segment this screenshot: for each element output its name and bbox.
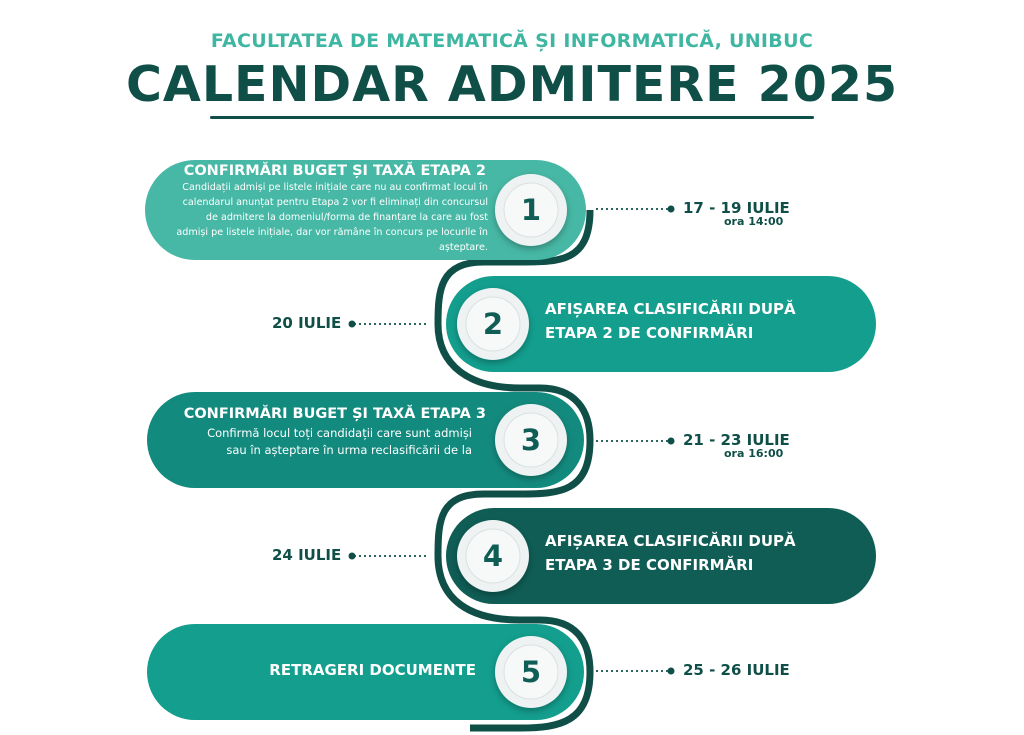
step-3-date: 21 - 23 IULIE xyxy=(683,431,790,449)
step-3-content xyxy=(150,405,488,459)
step-1-description xyxy=(150,180,488,255)
step-4-line: ETAPA 3 DE CONFIRMĂRI xyxy=(545,556,754,574)
step-1-date: 17 - 19 IULIE xyxy=(683,199,790,217)
step-2-date: 20 IULIE xyxy=(272,314,342,332)
step-2-content xyxy=(545,297,845,345)
faculty-subtitle: FACULTATEA DE MATEMATICĂ ȘI INFORMATICĂ, UNIBUC xyxy=(210,30,814,52)
step-5-leader-dot xyxy=(668,668,675,675)
step-3-title: CONFIRMĂRI BUGET ȘI TAXĂ ETAPA 3 xyxy=(183,406,486,422)
step-2-line: AFIȘAREA CLASIFICĂRII DUPĂ xyxy=(545,300,796,318)
step-1-desc-line: admiși pe listele inițiale, dar vor rămâne în concurs pe locurile în xyxy=(176,227,488,238)
step-1-desc-line: așteptare. xyxy=(439,242,488,253)
step-2-number: 2 xyxy=(482,307,504,341)
step-4-number: 4 xyxy=(482,539,504,573)
step-2-leader-dot xyxy=(349,321,356,328)
step-5-number: 5 xyxy=(520,655,542,689)
step-3-leader-dot xyxy=(668,438,675,445)
step-5-title: RETRAGERI DOCUMENTE xyxy=(269,661,476,679)
step-3-number: 3 xyxy=(520,423,542,457)
step-4-line: AFIȘAREA CLASIFICĂRII DUPĂ xyxy=(545,532,796,550)
page-title: CALENDAR ADMITERE 2025 xyxy=(125,56,899,113)
step-5-date: 25 - 26 IULIE xyxy=(683,661,790,679)
step-1-number: 1 xyxy=(520,193,542,227)
step-1-content xyxy=(150,162,488,255)
step-2-line: ETAPA 2 DE CONFIRMĂRI xyxy=(545,324,754,342)
step-4-content xyxy=(545,529,845,577)
step-3-desc-line: sau în așteptare în urma reclasificării de la xyxy=(226,443,472,457)
step-1-desc-line: Candidații admiși pe listele inițiale care nu au confirmat locul în xyxy=(182,182,488,193)
step-1-title: CONFIRMĂRI BUGET ȘI TAXĂ ETAPA 2 xyxy=(183,163,486,179)
step-3-time: ora 16:00 xyxy=(724,447,784,460)
step-4-date: 24 IULIE xyxy=(272,546,342,564)
step-5-content xyxy=(150,661,476,679)
step-1-time: ora 14:00 xyxy=(724,215,784,228)
step-3-desc-line: Confirmă locul toți candidații care sunt admiși xyxy=(207,426,472,440)
step-3-description xyxy=(150,425,488,459)
step-4-leader-dot xyxy=(349,553,356,560)
step-1-desc-line: de admitere la domeniul/forma de finanțare la care au fost xyxy=(205,212,488,223)
step-1-desc-line: calendarul anunțat pentru Etapa 2 vor fi eliminați din concursul xyxy=(182,197,488,208)
step-1-leader-dot xyxy=(668,206,675,213)
